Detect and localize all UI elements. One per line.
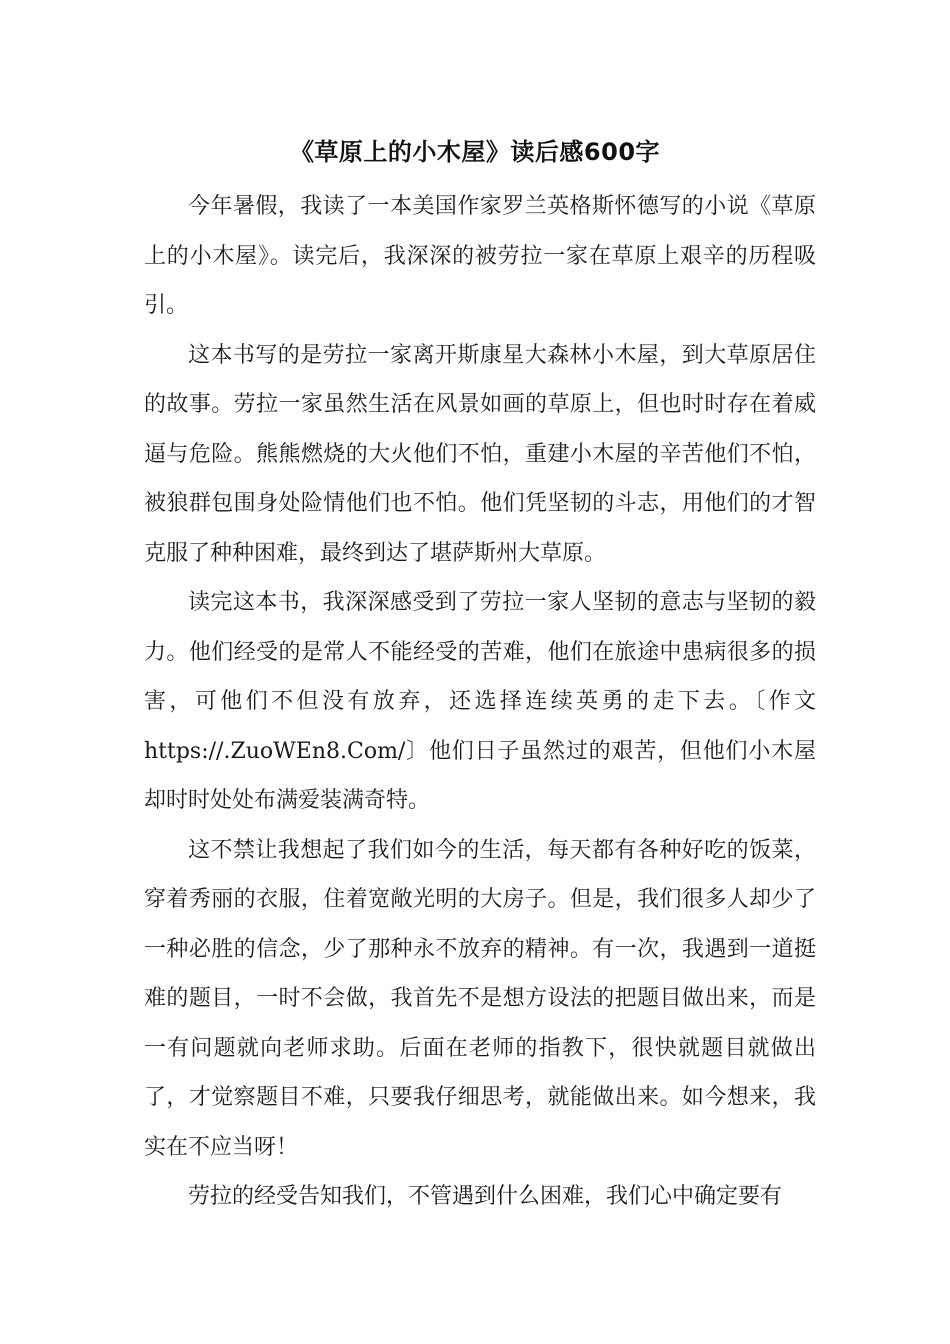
- paragraph: 今年暑假，我读了一本美国作家罗兰英格斯怀德写的小说《草原上的小木屋》。读完后，我深深的被劳拉一家在草原上艰辛的历程吸引。: [144, 194, 816, 318]
- paragraph: 劳拉的经受告知我们，不管遇到什么困难，我们心中确定要有: [188, 1184, 783, 1209]
- paragraph: 这本书写的是劳拉一家离开斯康星大森林小木屋，到大草原居住的故事。劳拉一家虽然生活在风景如画的草原上，但也时时存在着威逼与危险。熊熊燃烧的大火他们不怕，重建小木屋的辛苦他们不怕，被狼群包围身处险情他们也不怕。他们凭坚韧的斗志，用他们的才智克服了种种困难，最终到达了堪萨斯州大草原。: [144, 342, 816, 566]
- document-body: [144, 182, 816, 1222]
- paragraph: 读完这本书，我深深感受到了劳拉一家人坚韧的意志与坚韧的毅力。他们经受的是常人不能经受的苦难，他们在旅途中患病很多的损害，可他们不但没有放弃，还选择连续英勇的走下去。〔作文https://.ZuoWEn8.Com/〕他们日子虽然过的艰苦，但他们小木屋却时时处处布满爱装满奇特。: [144, 590, 816, 813]
- document-title: 《草原上的小木屋》读后感600字: [289, 138, 661, 166]
- paragraph: 这不禁让我想起了我们如今的生活，每天都有各种好吃的饭菜，穿着秀丽的衣服，住着宽敞光明的大房子。但是，我们很多人却少了一种必胜的信念，少了那种永不放弃的精神。有一次，我遇到一道挺难的题目，一时不会做，我首先不是想方设法的把题目做出来，而是一有问题就向老师求助。后面在老师的指教下，很快就题目就做出了，才觉察题目不难，只要我仔细思考，就能做出来。如今想来，我实在不应当呀！: [144, 837, 816, 1160]
